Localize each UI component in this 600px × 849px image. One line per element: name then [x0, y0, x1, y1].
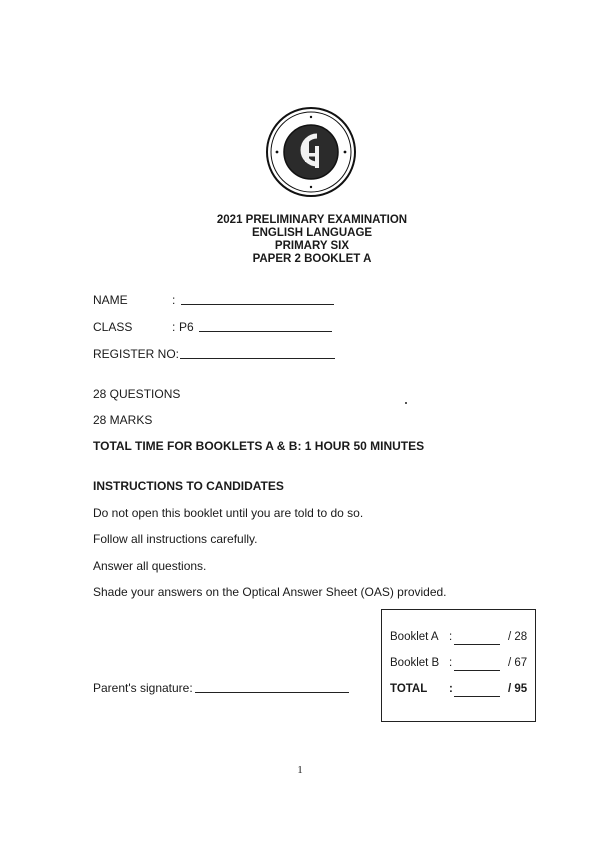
- mark-count: 28 MARKS: [93, 413, 153, 427]
- instructions-heading: INSTRUCTIONS TO CANDIDATES: [93, 479, 284, 493]
- score-row-label: Booklet B: [390, 657, 440, 669]
- instruction-item: Follow all instructions carefully.: [93, 532, 258, 546]
- name-colon: :: [172, 293, 176, 307]
- score-row-total: / 95: [508, 683, 528, 695]
- parent-signature-label: Parent's signature:: [93, 681, 193, 695]
- instruction-item: Shade your answers on the Optical Answer Sheet (OAS) provided.: [93, 585, 447, 599]
- register-no-field-line[interactable]: [180, 358, 335, 359]
- total-time: TOTAL TIME FOR BOOKLETS A & B: 1 HOUR 50 MINUTES: [93, 439, 425, 453]
- page-number: 1: [297, 764, 303, 776]
- name-field-line[interactable]: [181, 304, 334, 305]
- instruction-item: Do not open this booklet until you are told to do so.: [93, 506, 364, 520]
- parent-signature-line[interactable]: [195, 692, 349, 693]
- class-prefix: P6: [179, 320, 194, 334]
- register-no-label: REGISTER NO:: [93, 347, 180, 361]
- score-row-total: / 28: [508, 631, 528, 643]
- exam-title-line4: PAPER 2 BOOKLET A: [252, 253, 372, 265]
- score-entry-line-total[interactable]: [454, 696, 500, 697]
- instruction-item: Answer all questions.: [93, 559, 207, 573]
- score-row-colon: :: [449, 631, 453, 643]
- exam-title-line2: ENGLISH LANGUAGE: [251, 227, 373, 239]
- school-crest-icon: [265, 106, 357, 198]
- class-label: CLASS: [93, 320, 133, 334]
- stray-mark: [405, 402, 407, 404]
- score-row-label: TOTAL: [390, 683, 428, 695]
- score-entry-line-booklet-a[interactable]: [454, 644, 500, 645]
- score-row-colon: :: [449, 683, 453, 695]
- name-label: NAME: [93, 293, 128, 307]
- exam-title-line3: PRIMARY SIX: [274, 240, 350, 252]
- exam-title: [150, 214, 474, 266]
- score-row-colon: :: [449, 657, 453, 669]
- score-row-label: Booklet A: [390, 631, 439, 643]
- school-crest: [265, 106, 357, 198]
- score-entry-line-booklet-b[interactable]: [454, 670, 500, 671]
- score-row-total: / 67: [508, 657, 528, 669]
- question-count: 28 QUESTIONS: [93, 387, 181, 401]
- class-field-line[interactable]: [199, 331, 332, 332]
- score-box: [381, 609, 536, 722]
- exam-title-line1: 2021 PRELIMINARY EXAMINATION: [216, 214, 408, 226]
- class-colon: :: [172, 320, 176, 334]
